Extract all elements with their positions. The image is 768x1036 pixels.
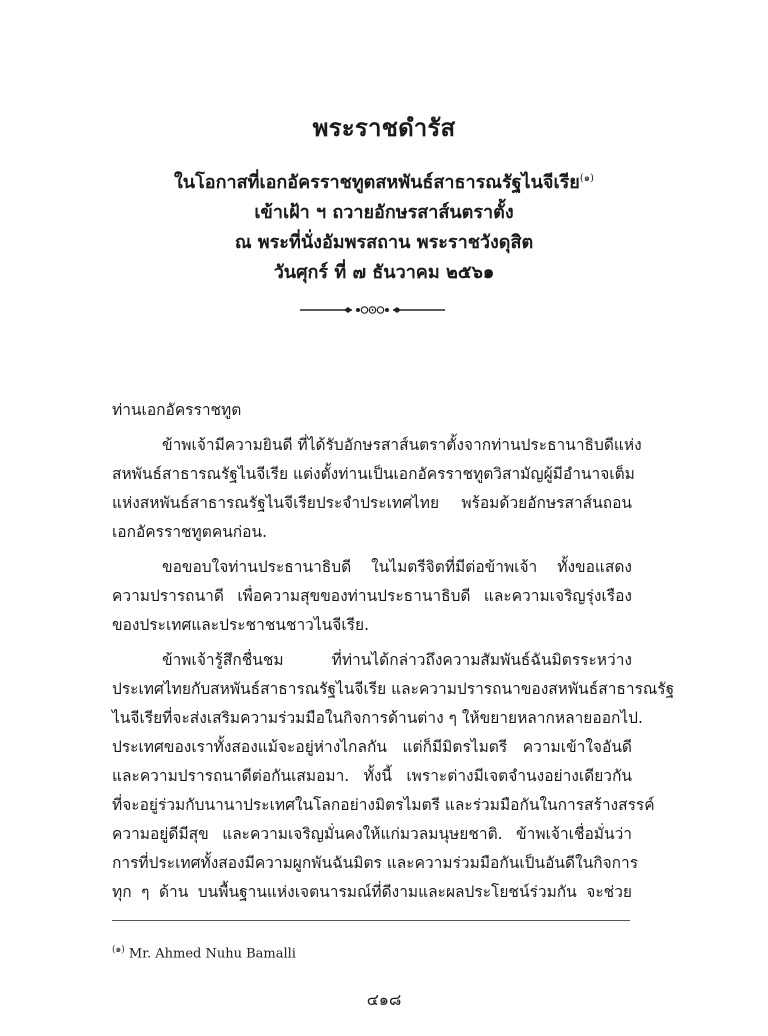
paragraph-line: ที่จะอยู่ร่วมกับนานาประเทศในโลกอย่างมิตรไมตรี และร่วมมือกันในการสร้างสรรค์ [112, 796, 655, 814]
paragraph-line: ทุก ๆ ด้าน บนพื้นฐานแห่งเจตนารมณ์ที่ดีงามและผลประโยชน์ร่วมกัน จะช่วย [112, 883, 632, 901]
paragraph-line: สหพันธ์สาธารณรัฐไนจีเรีย แต่งตั้งท่านเป็นเอกอัครราชทูตวิสามัญผู้มีอำนาจเต็ม [112, 465, 635, 483]
subtitle-line-1 [0, 164, 768, 198]
footnote-mark: (๑) [112, 945, 125, 955]
paragraph-line: และความปรารถนาดีต่อกันเสมอมา. ทั้งนี้ เพราะต่างมีเจตจำนงอย่างเดียวกัน [112, 767, 632, 785]
footnote-reference[interactable]: (๑) [579, 173, 594, 184]
paragraph-3 [112, 646, 675, 907]
paragraph-line: ข้าพเจ้ารู้สึกชื่นชม ที่ท่านได้กล่าวถึงความสัมพันธ์ฉันมิตรระหว่าง [162, 651, 632, 669]
paragraph-line: เอกอัครราชทูตคนก่อน. [112, 523, 268, 541]
paragraph-line: ข้าพเจ้ามีความยินดี ที่ได้รับอักษรสาส์นตราตั้งจากท่านประธานาธิบดีแห่ง [162, 436, 642, 454]
paragraph-line: ขอขอบใจท่านประธานาธิบดี ในไมตรีจิตที่มีต่อข้าพเจ้า ทั้งขอแสดง [162, 558, 632, 576]
footnote-text: Mr. Ahmed Nuhu Bamalli [128, 946, 296, 962]
subtitle-line-3: ณ พระที่นั่งอัมพรสถาน พระราชวังดุสิต [234, 232, 534, 253]
subtitle-line-4: วันศุกร์ ที่ ๗ ธันวาคม ๒๕๖๑ [273, 262, 495, 283]
occasion-subtitle [0, 164, 768, 288]
decorative-divider-ornament-icon [300, 300, 445, 320]
paragraph-line: ความอยู่ดีมีสุข และความเจริญมั่นคงให้แก่มวลมนุษยชาติ. ข้าพเจ้าเชื่อมั่นว่า [112, 825, 632, 843]
speech-body [112, 396, 675, 913]
paragraph-1 [112, 431, 642, 547]
paragraph-2 [112, 553, 632, 640]
subtitle-line-1-text: ในโอกาสที่เอกอัครราชทูตสหพันธ์สาธารณรัฐไนจีเรีย [174, 172, 580, 193]
paragraph-line: การที่ประเทศทั้งสองมีความผูกพันฉันมิตร และความร่วมมือกันเป็นอันดีในกิจการ [112, 854, 639, 872]
paragraph-line: ไนจีเรียที่จะส่งเสริมความร่วมมือในกิจการด้านต่าง ๆ ให้ขยายหลากหลายออกไป. [112, 709, 643, 727]
paragraph-line: ของประเทศและประชาชนชาวไนจีเรีย. [112, 616, 369, 634]
paragraph-line: ประเทศของเราทั้งสองแม้จะอยู่ห่างไกลกัน แต่ก็มีมิตรไมตรี ความเข้าใจอันดี [112, 738, 632, 756]
salutation: ท่านเอกอัครราชทูต [112, 401, 242, 419]
subtitle-line-2: เข้าเฝ้า ฯ ถวายอักษรสาส์นตราตั้ง [254, 202, 514, 223]
paragraph-line: ความปรารถนาดี เพื่อความสุขของท่านประธานาธิบดี และความเจริญรุ่งเรือง [112, 587, 632, 605]
page-title: พระราชดำรัส [312, 113, 456, 142]
footnote [112, 942, 296, 961]
paragraph-line: ประเทศไทยกับสหพันธ์สาธารณรัฐไนจีเรีย และความปรารถนาของสหพันธ์สาธารณรัฐ [112, 680, 675, 698]
paragraph-line: แห่งสหพันธ์สาธารณรัฐไนจีเรียประจำประเทศไทย พร้อมด้วยอักษรสาส์นถอน [112, 494, 632, 512]
page-number: ๔๑๘ [366, 990, 402, 1009]
footnote-divider [112, 920, 630, 921]
